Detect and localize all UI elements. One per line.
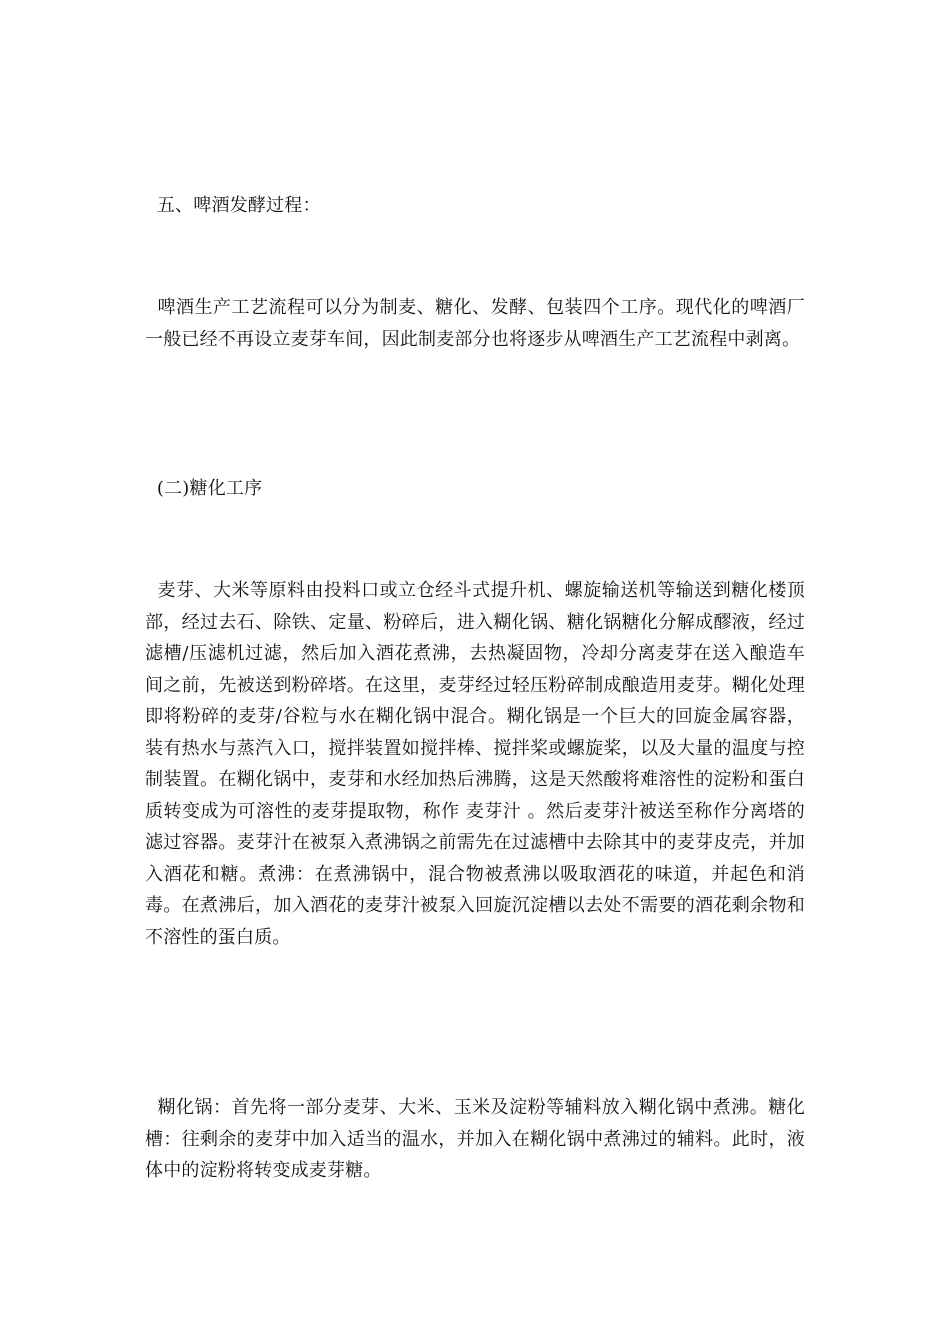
mash-paragraph: 糊化锅：首先将一部分麦芽、大米、玉米及淀粉等辅料放入糊化锅中煮沸。糖化槽：往剩余的麦芽中加入适当的温水，并加入在糊化锅中煮沸过的辅料。此时，液体中的淀粉将转变成麦芽糖。 (145, 1097, 806, 1181)
section-heading: 五、啤酒发酵过程： (145, 195, 321, 216)
intro-paragraph: 啤酒生产工艺流程可以分为制麦、糖化、发酵、包装四个工序。现代化的啤酒厂一般已经不再设立麦芽车间，因此制麦部分也将逐步从啤酒生产工艺流程中剥离。 (145, 297, 806, 350)
subsection-heading: (二)糖化工序 (145, 478, 263, 499)
process-paragraph: 麦芽、大米等原料由投料口或立仓经斗式提升机、螺旋输送机等输送到糖化楼顶部，经过去石、除铁、定量、粉碎后，进入糊化锅、糖化锅糖化分解成醪液，经过滤槽/压滤机过滤，然后加入酒花煮沸，去热凝固物，冷却分离麦芽在送入酿造车间之前，先被送到粉碎塔。在这里，麦芽经过轻压粉碎制成酿造用麦芽。糊化处理即将粉碎的麦芽/谷粒与水在糊化锅中混合。糊化锅是一个巨大的回旋金属容器，装有热水与蒸汽入口，搅拌装置如搅拌棒、搅拌桨或螺旋桨，以及大量的温度与控制装置。在糊化锅中，麦芽和水经加热后沸腾，这是天然酸将难溶性的淀粉和蛋白质转变成为可溶性的麦芽提取物，称作 麦芽汁 。然后麦芽汁被送至称作分离塔的滤过容器。麦芽汁在被泵入煮沸锅之前需先在过滤槽中去除其中的麦芽皮壳，并加入酒花和糖。煮沸：在煮沸锅中，混合物被煮沸以吸取酒花的味道，并起色和消毒。在煮沸后，加入酒花的麦芽汁被泵入回旋沉淀槽以去处不需要的酒花剩余物和不溶性的蛋白质。 (145, 580, 806, 948)
